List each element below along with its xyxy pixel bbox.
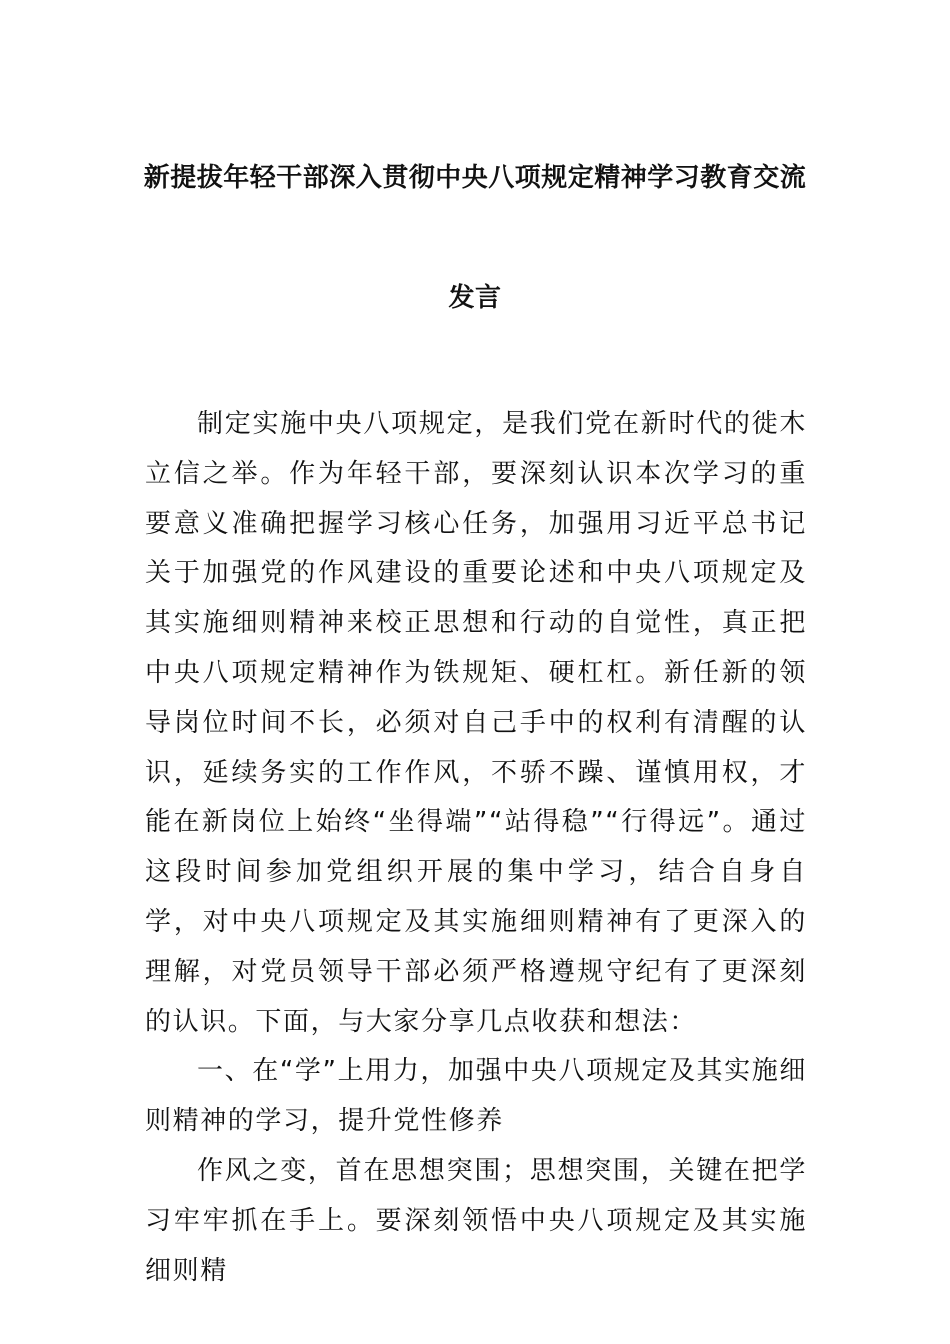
section-heading-1: 一、在“学”上用力，加强中央八项规定及其实施细则精神的学习，提升党性修养 — [145, 1056, 807, 1137]
document-body — [145, 400, 807, 1296]
intro-paragraph: 制定实施中央八项规定，是我们党在新时代的徙木立信之举。作为年轻干部，要深刻认识本次学习的重要意义准确把握学习核心任务，加强用习近平总书记关于加强党的作风建设的重要论述和中央八项规定及其实施细则精神来校正思想和行动的自觉性，真正把中央八项规定精神作为铁规矩、硬杠杠。新任新的领导岗位时间不长，必须对自己手中的权利有清醒的认识，延续务实的工作作风，不骄不躁、谨慎用权，才能在新岗位上始终“坐得端”“站得稳”“行得远”。通过这段时间参加党组织开展的集中学习，结合自身自学，对中央八项规定及其实施细则精神有了更深入的理解，对党员领导干部必须严格遵规守纪有了更深刻的认识。下面，与大家分享几点收获和想法： — [145, 409, 807, 1037]
section-1-paragraph: 作风之变，首在思想突围；思想突围，关键在把学习牢牢抓在手上。要深刻领悟中央八项规定及其实施细则精 — [145, 1155, 807, 1286]
document-title-line-1: 新提拔年轻干部深入贯彻中央八项规定精神学习教育交流 — [143, 163, 807, 193]
document-title-line-2: 发言 — [448, 283, 502, 313]
